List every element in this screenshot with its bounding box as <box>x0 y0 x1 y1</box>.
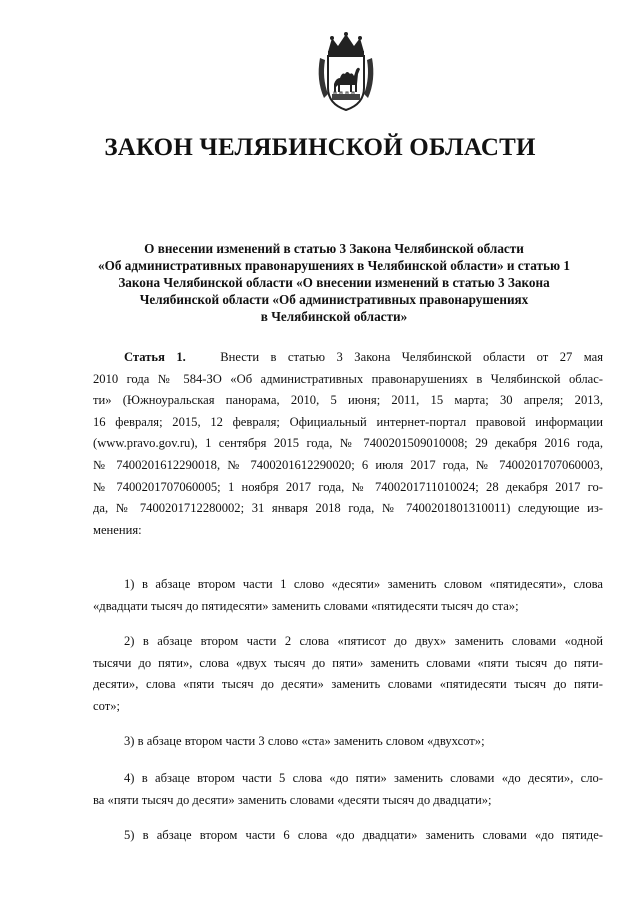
list-item <box>93 825 603 847</box>
list-item <box>93 768 603 811</box>
list-item <box>93 631 603 717</box>
item-line: 5) в абзаце втором части 6 слова «до двадцати» заменить словами «до пятиде- <box>124 828 603 842</box>
subtitle-line: Челябинской области «Об административных правонарушениях <box>139 292 529 307</box>
article-line: да, № 7400201712280002; 31 января 2018 года, № 7400201801310011) следующие из- <box>93 501 603 516</box>
article-line: ти» (Южноуральская панорама, 2010, 5 июня; 2011, 15 марта; 30 апреля; 2013, <box>93 393 603 408</box>
subtitle-line: О внесении изменений в статью 3 Закона Челябинской области <box>144 241 524 256</box>
list-item <box>93 731 603 753</box>
item-line: десяти», слова «пяти тысяч до десяти» заменить словами «пятидесяти тысяч до пяти- <box>93 677 603 692</box>
article-1 <box>93 347 603 541</box>
item-line: тысячи до пяти», слова «двух тысяч до пяти» заменить словами «пяти тысяч до пяти- <box>93 655 603 670</box>
item-line: ва «пяти тысяч до десяти» заменить словами «десяти тысяч до двадцати»; <box>93 792 492 807</box>
article-line: № 7400201707060005; 1 ноября 2017 года, № 7400201711010024; 28 декабря 2017 го- <box>93 479 603 494</box>
item-line: 2) в абзаце втором части 2 слова «пятисот до двух» заменить словами «одной <box>124 634 603 648</box>
article-line: 16 февраля; 2015, 12 февраля; Официальный интернет-портал правовой информации <box>93 414 603 429</box>
article-line: (www.pravo.gov.ru), 1 сентября 2015 года, № 7400201509010008; 29 декабря 2016 года, <box>93 436 603 451</box>
document-title: ЗАКОН ЧЕЛЯБИНСКОЙ ОБЛАСТИ <box>104 134 536 161</box>
list-item <box>93 574 603 617</box>
subtitle-line: Закона Челябинской области «О внесении изменений в статью 3 Закона <box>118 275 550 290</box>
subtitle-line: в Челябинской области» <box>260 309 408 324</box>
article-label: Статья 1. <box>124 350 186 364</box>
item-line: 1) в абзаце втором части 1 слово «десяти» заменить словом «пятидесяти», слова <box>124 577 603 591</box>
item-line: сот»; <box>93 698 121 713</box>
item-line: 3) в абзаце втором части 3 слово «ста» заменить словом «двухсот»; <box>124 734 485 748</box>
article-text: Внести в статью 3 Закона Челябинской области от 27 мая <box>220 350 604 364</box>
article-line: № 7400201612290018, № 7400201612290020; 6 июля 2017 года, № 7400201707060003, <box>93 457 603 472</box>
item-line: «двадцати тысяч до пятидесяти» заменить словами «пятидесяти тысяч до ста»; <box>93 598 519 613</box>
article-line: 2010 года № 584-ЗО «Об административных правонарушениях в Челябинской облас- <box>93 371 603 386</box>
document-subtitle <box>70 240 598 325</box>
coat-of-arms-icon <box>314 32 378 112</box>
item-line: 4) в абзаце втором части 5 слова «до пяти» заменить словами «до десяти», сло- <box>124 771 603 785</box>
article-first-line <box>93 347 603 369</box>
article-line: менения: <box>93 522 142 537</box>
subtitle-line: «Об административных правонарушениях в Челябинской области» и статью 1 <box>98 258 570 273</box>
